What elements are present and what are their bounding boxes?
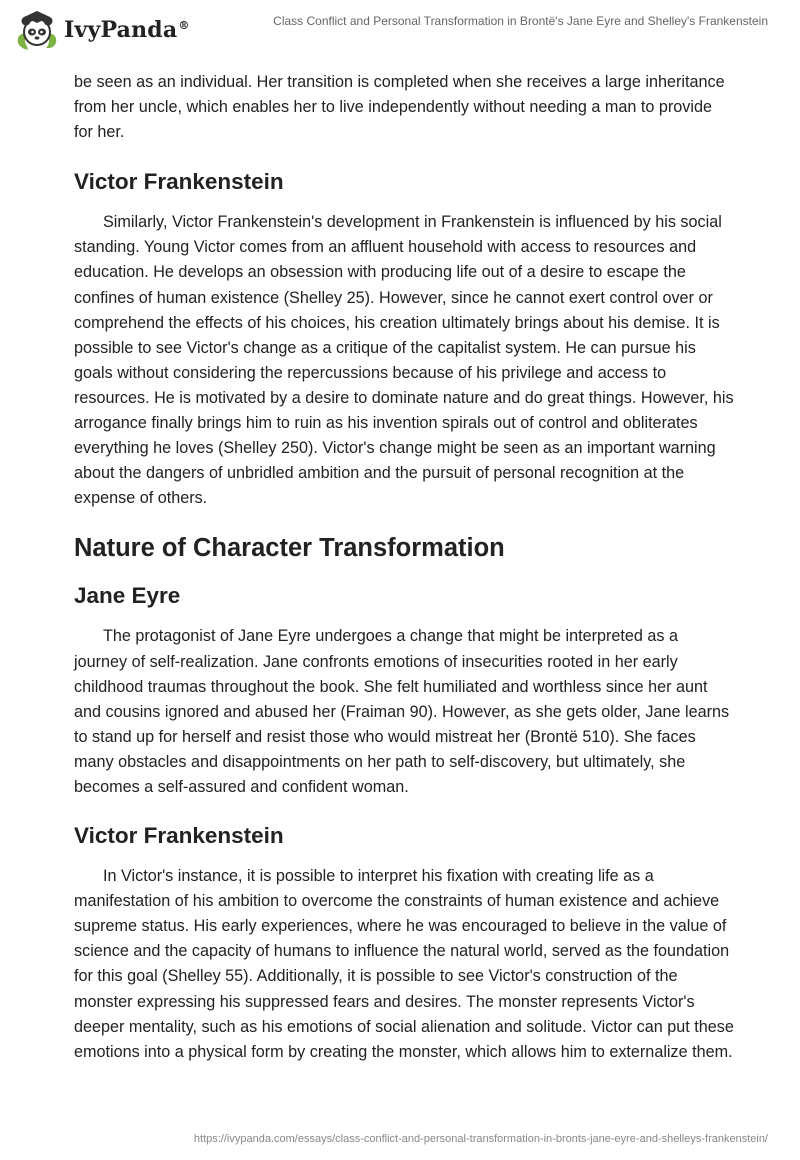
section-heading-victor-frankenstein: Victor Frankenstein: [74, 169, 284, 195]
section-heading-jane-eyre: Jane Eyre: [74, 583, 181, 609]
panda-mascot-icon: [14, 8, 60, 52]
source-url[interactable]: https://ivypanda.com/essays/class-conflict-and-personal-transformation-in-bronts-jane-eyre-and-shelleys-frankenstein/: [193, 1133, 768, 1145]
paragraph-victor-social-standing: Similarly, Victor Frankenstein's development in Frankenstein is influenced by his social standing. Young Victor comes from an affluent household with access to resources and education. He develops an obsession with producing life out of a desire to escape the confines of human existence (Shelley 25). However, since he cannot exert control over or comprehend the effects of his choices, his creation ultimately brings about his demise. It is possible to see Victor's change as a critique of the capitalist system. He can pursue his goals without considering the repercussions because of his privilege and access to resources. He is motivated by a desire to dominate nature and do great things. However, his arrogance finally brings him to ruin as his invention spirals out of control and obliterates everything he loves (Shelley 250). Victor's change might be seen as an important warning about the dangers of unbridled ambition and the pursuit of personal recognition at the expense of others.: [74, 213, 734, 508]
ivypanda-logo[interactable]: [14, 8, 190, 52]
article-body: [74, 70, 734, 1065]
paragraph-victor-ambition: In Victor's instance, it is possible to interpret his fixation with creating life as a manifestation of his ambition to overcome the constraints of human existence and achieve supreme status. His early experiences, where he was encouraged to believe in the value of science and the capacity of humans to influence the natural world, served as the foundation for this goal (Shelley 55). Additionally, it is possible to see Victor's construction of the monster expressing his suppressed fears and desires. The monster represents Victor's deeper mentality, such as his emotions of social alienation and solitude. Victor can put these emotions into a physical form by creating the monster, which allows him to externalize them.: [74, 867, 734, 1061]
section-heading-victor-frankenstein-2: Victor Frankenstein: [74, 823, 284, 849]
page-header: [0, 0, 800, 64]
intro-paragraph: be seen as an individual. Her transition is completed when she receives a large inheritance from her uncle, which enables her to live independently without needing a man to provide for her.: [74, 73, 725, 142]
document-title: Class Conflict and Personal Transformation in Brontë's Jane Eyre and Shelley's Frankenstein: [273, 14, 768, 28]
main-heading-character-transformation: Nature of Character Transformation: [74, 534, 505, 563]
paragraph-jane-eyre-transformation: The protagonist of Jane Eyre undergoes a change that might be interpreted as a journey of self-realization. Jane confronts emotions of insecurities rooted in her early childhood traumas throughout the book. She felt humiliated and worthless since her aunt and cousins ignored and abused her (Fraiman 90). However, as she gets older, Jane learns to stand up for herself and resist those who would mistreat her (Brontë 510). She faces many obstacles and disappointments on her path to self-discovery, but ultimately, she becomes a self-assured and confident woman.: [74, 627, 730, 796]
logo-wordmark: IvyPanda®: [64, 17, 190, 43]
